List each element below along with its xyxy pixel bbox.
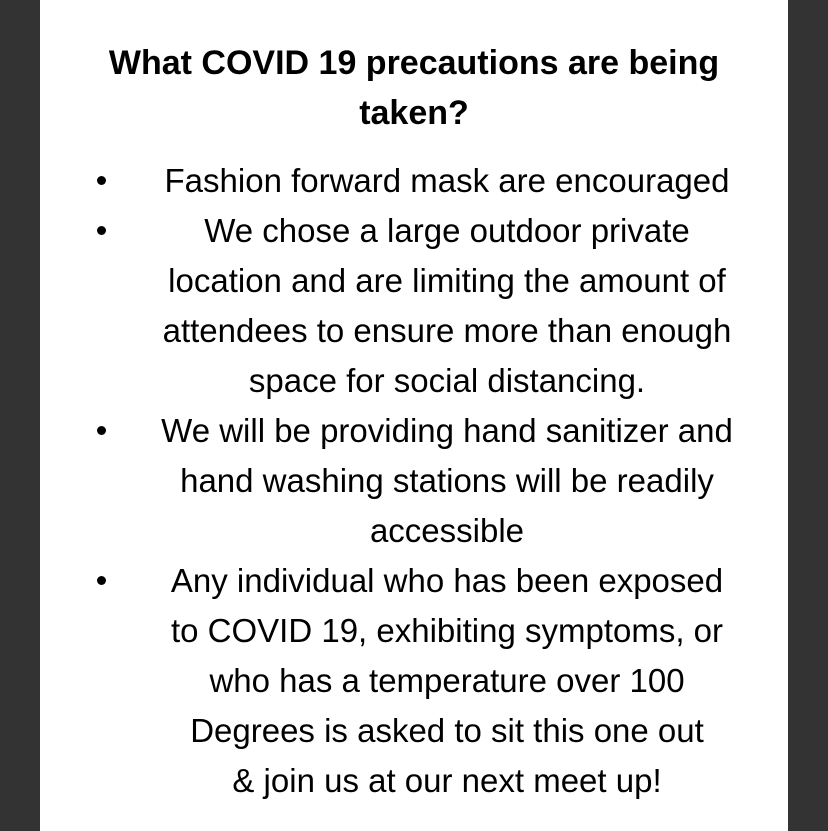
bullet-icon <box>97 226 106 235</box>
list-item-text: We chose a large outdoor private location and are limiting the amount of attendees to ensure more than enough space for social distancing. <box>162 212 732 399</box>
list-item <box>40 556 788 806</box>
list-item <box>40 156 788 206</box>
document-page <box>40 0 788 831</box>
list-item <box>40 406 788 556</box>
list-item-text: Fashion forward mask are encouraged <box>164 162 730 199</box>
list-item-text: We will be providing hand sanitizer and hand washing stations will be readily accessible <box>161 412 733 549</box>
bullet-icon <box>97 426 106 435</box>
precautions-list <box>40 156 788 806</box>
page-title: What COVID 19 precautions are being taken? <box>108 44 720 132</box>
bullet-icon <box>97 576 106 585</box>
list-item-text: Any individual who has been exposed to COVID 19, exhibiting symptoms, or who has a temperature over 100 Degrees is asked to sit this one out & join us at our next meet up! <box>170 562 724 799</box>
bullet-icon <box>97 176 106 185</box>
list-item <box>40 206 788 406</box>
